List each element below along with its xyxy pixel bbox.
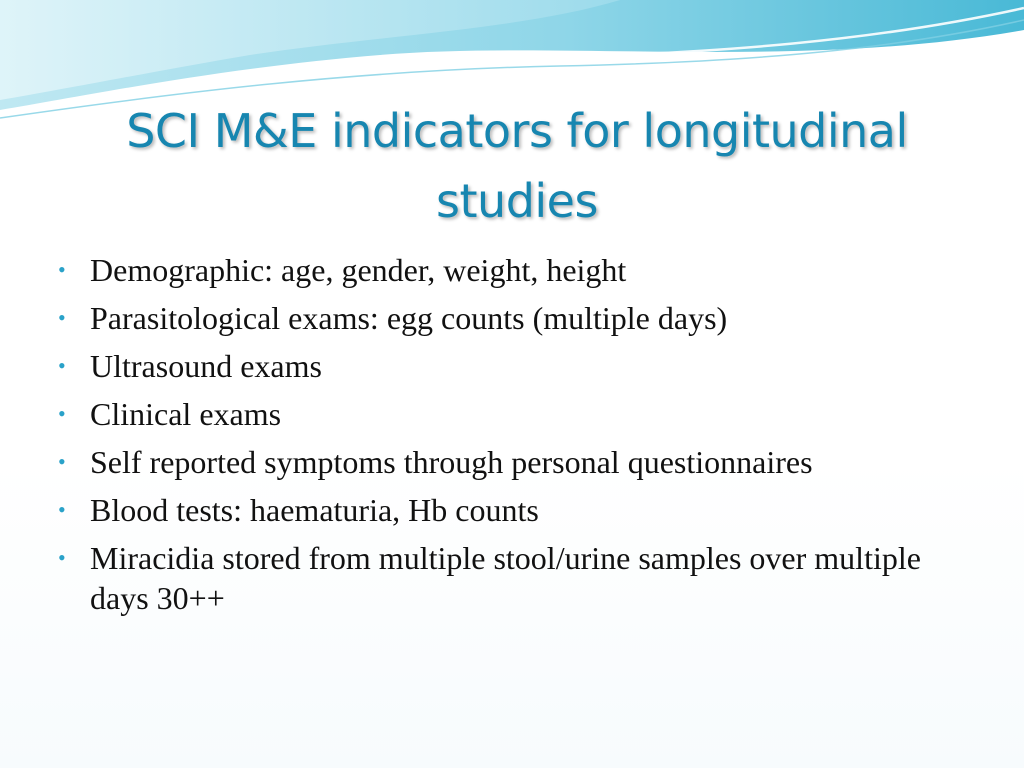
bullet-dot-icon: • bbox=[58, 545, 66, 570]
bullet-dot-icon: • bbox=[58, 401, 66, 426]
bullet-text: Clinical exams bbox=[90, 396, 282, 432]
bullet-item bbox=[56, 538, 956, 618]
slide-title-line-1: SCI M&E indicators for longitudinal bbox=[126, 104, 908, 158]
bullet-text: Blood tests: haematuria, Hb counts bbox=[90, 492, 539, 528]
bullet-item bbox=[56, 490, 956, 530]
bullet-dot-icon: • bbox=[58, 305, 66, 330]
bullet-item bbox=[56, 250, 956, 290]
bullet-text: Ultrasound exams bbox=[90, 348, 322, 384]
bullet-dot-icon: • bbox=[58, 497, 66, 522]
bullet-item bbox=[56, 346, 956, 386]
bullet-list bbox=[56, 250, 956, 626]
bullet-dot-icon: • bbox=[58, 353, 66, 378]
bullet-dot-icon: • bbox=[58, 449, 66, 474]
bullet-item bbox=[56, 394, 956, 434]
bullet-item bbox=[56, 442, 956, 482]
slide-title bbox=[40, 96, 994, 236]
bullet-text: Miracidia stored from multiple stool/urine samples over multiple days 30++ bbox=[90, 540, 921, 616]
bullet-text: Demographic: age, gender, weight, height bbox=[90, 252, 627, 288]
slide-title-line-2: studies bbox=[436, 174, 598, 228]
bullet-text: Parasitological exams: egg counts (multiple days) bbox=[90, 300, 728, 336]
bullet-item bbox=[56, 298, 956, 338]
bullet-dot-icon: • bbox=[58, 257, 66, 282]
bullet-text: Self reported symptoms through personal questionnaires bbox=[90, 444, 813, 480]
